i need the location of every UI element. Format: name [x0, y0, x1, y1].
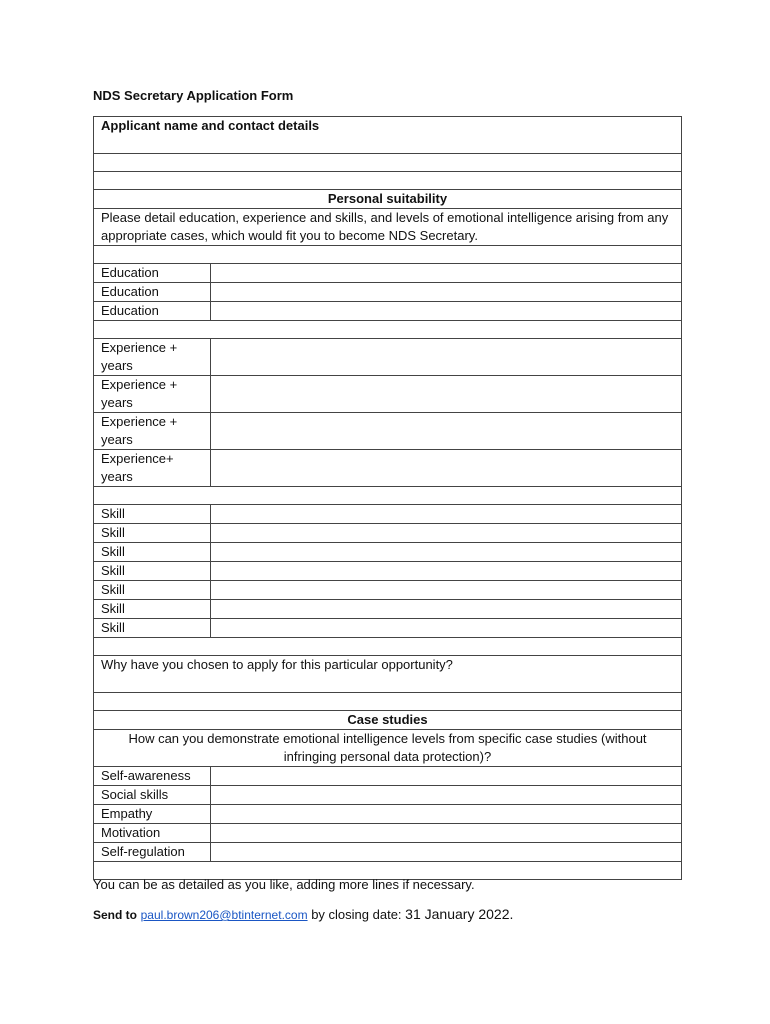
education-label: Education — [94, 264, 211, 283]
why-apply-question: Why have you chosen to apply for this particular opportunity? — [94, 656, 682, 693]
experience-field[interactable] — [211, 413, 682, 450]
ei-label: Social skills — [94, 786, 211, 805]
ei-field[interactable] — [211, 767, 682, 786]
application-form-table — [93, 116, 682, 880]
closing-date-text: by closing date: — [311, 907, 402, 922]
skill-field[interactable] — [211, 543, 682, 562]
why-apply-field[interactable] — [94, 693, 682, 711]
case-studies-instructions: How can you demonstrate emotional intelligence levels from specific case studies (without infringing personal data protection)? — [94, 730, 682, 767]
ei-field[interactable] — [211, 824, 682, 843]
skill-label: Skill — [94, 562, 211, 581]
ei-field[interactable] — [211, 805, 682, 824]
skill-field[interactable] — [211, 619, 682, 638]
ei-label: Motivation — [94, 824, 211, 843]
spacer-row — [94, 321, 682, 339]
skill-field[interactable] — [211, 600, 682, 619]
personal-instructions: Please detail education, experience and skills, and levels of emotional intelligence arising from any appropriate cases, which would fit you to become NDS Secretary. — [94, 209, 682, 246]
experience-label: Experience + years — [94, 413, 211, 450]
skill-field[interactable] — [211, 505, 682, 524]
spacer-row — [94, 172, 682, 190]
email-link[interactable]: paul.brown206@btinternet.com — [140, 908, 308, 922]
ei-field[interactable] — [211, 786, 682, 805]
case-studies-heading: Case studies — [94, 711, 682, 730]
experience-label: Experience+ years — [94, 450, 211, 487]
education-label: Education — [94, 283, 211, 302]
ei-label: Self-regulation — [94, 843, 211, 862]
ei-label: Empathy — [94, 805, 211, 824]
spacer-row — [94, 487, 682, 505]
education-field[interactable] — [211, 283, 682, 302]
skill-field[interactable] — [211, 562, 682, 581]
skill-label: Skill — [94, 600, 211, 619]
skill-field[interactable] — [211, 581, 682, 600]
spacer-row — [94, 246, 682, 264]
ei-field[interactable] — [211, 843, 682, 862]
education-label: Education — [94, 302, 211, 321]
skill-label: Skill — [94, 619, 211, 638]
skill-label: Skill — [94, 543, 211, 562]
experience-label: Experience + years — [94, 339, 211, 376]
spacer-row — [94, 638, 682, 656]
skill-label: Skill — [94, 581, 211, 600]
personal-suitability-heading: Personal suitability — [94, 190, 682, 209]
form-title: NDS Secretary Application Form — [93, 88, 294, 103]
experience-field[interactable] — [211, 339, 682, 376]
education-field[interactable] — [211, 302, 682, 321]
ei-label: Self-awareness — [94, 767, 211, 786]
experience-label: Experience + years — [94, 376, 211, 413]
skill-field[interactable] — [211, 524, 682, 543]
send-to-line — [93, 906, 513, 922]
send-to-label: Send to — [93, 908, 137, 922]
experience-field[interactable] — [211, 450, 682, 487]
closing-date: 31 January 2022. — [405, 906, 514, 922]
education-field[interactable] — [211, 264, 682, 283]
skill-label: Skill — [94, 524, 211, 543]
detail-note: You can be as detailed as you like, adding more lines if necessary. — [93, 877, 475, 892]
applicant-heading: Applicant name and contact details — [94, 117, 682, 154]
experience-field[interactable] — [211, 376, 682, 413]
skill-label: Skill — [94, 505, 211, 524]
applicant-details-field[interactable] — [94, 154, 682, 172]
